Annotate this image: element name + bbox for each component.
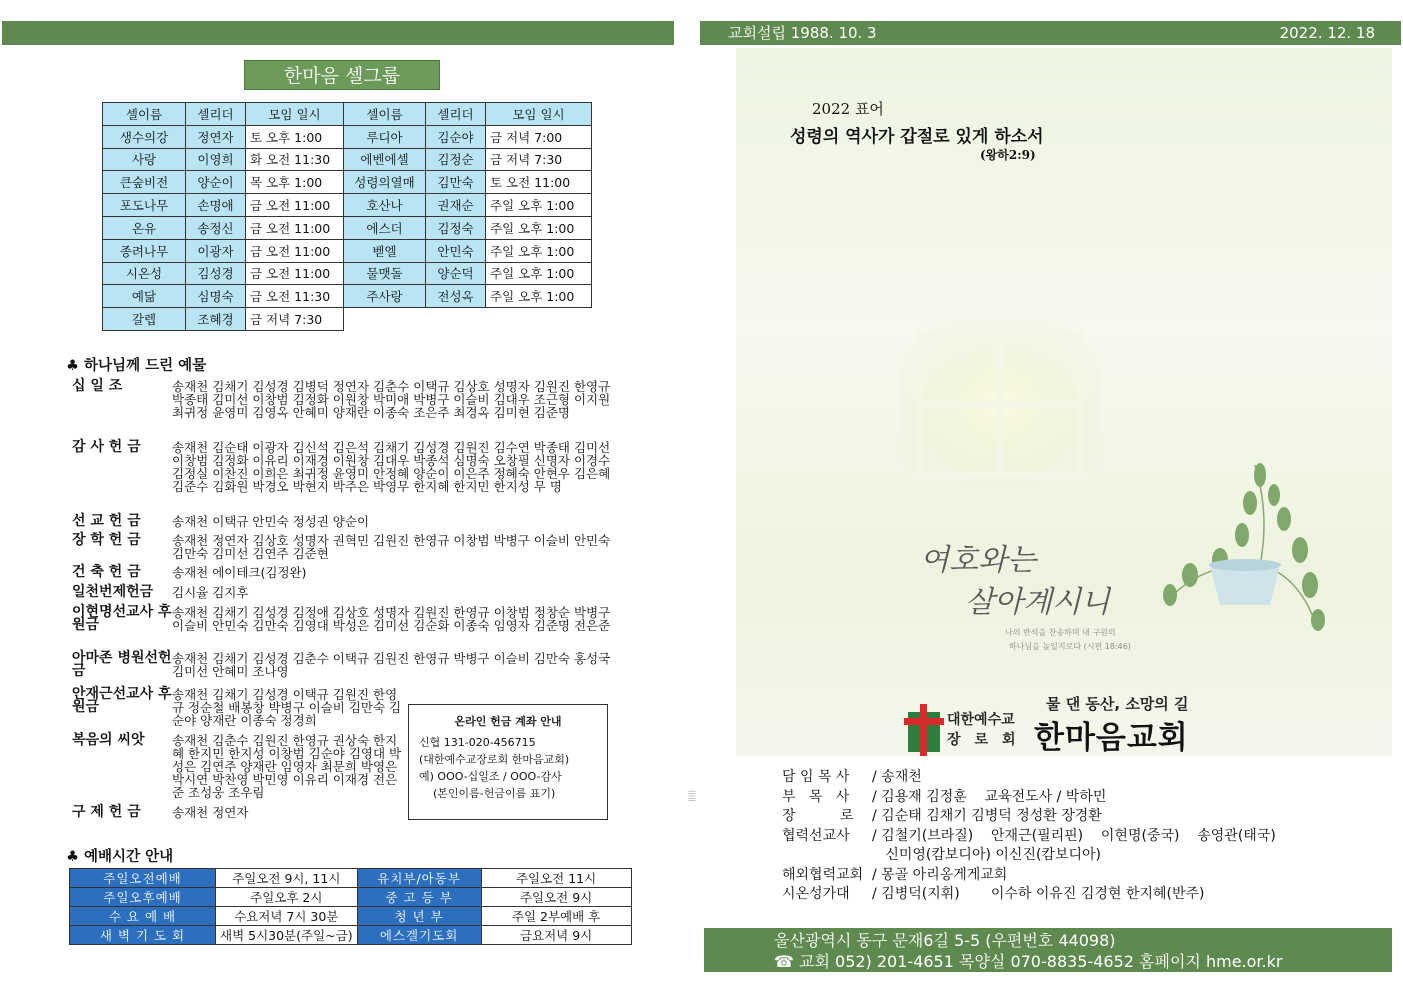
table-cell: 주일 오후 1:00 bbox=[486, 262, 592, 285]
table-row bbox=[103, 125, 592, 148]
table-cell: 금 오전 11:00 bbox=[246, 239, 344, 262]
table-cell: 금 오전 11:00 bbox=[246, 262, 344, 285]
online-line: 예) OOO-십일조 / OOO-감사 bbox=[419, 770, 562, 783]
worship-schedule-table bbox=[69, 868, 632, 945]
table-cell: 손명애 bbox=[186, 194, 246, 217]
table-cell: 금 오전 11:00 bbox=[246, 216, 344, 239]
address-bar bbox=[704, 928, 1392, 972]
table-cell: 금 저녁 7:30 bbox=[246, 308, 344, 331]
table-cell: 에스더 bbox=[344, 216, 426, 239]
table-cell: 이영희 bbox=[186, 148, 246, 171]
script-verse bbox=[920, 540, 1110, 624]
church-name: 한마음교회 bbox=[1034, 720, 1189, 756]
table-cell: 큰숲비전 bbox=[103, 171, 186, 194]
staff-role: 장 로 bbox=[782, 808, 854, 824]
table-cell: 김순야 bbox=[426, 125, 486, 148]
column-header: 셀리더 bbox=[426, 103, 486, 126]
table-cell: 예닮 bbox=[103, 285, 186, 308]
cell-group-table bbox=[102, 102, 592, 331]
worship-label: 에스겔기도회 bbox=[357, 926, 481, 945]
offering-names: 송재천 김춘수 김원진 한영규 권상숙 한지혜 한지민 한지성 이창범 김순야 김영대 박성은 김연주 양재란 임영자 최문희 박영은 박시연 박찬영 박민영 이유리 이재경 전은준 조성웅 조우림 bbox=[172, 733, 402, 800]
column-header: 셀리더 bbox=[186, 103, 246, 126]
offering-names: 송재천 김채기 김성경 김정애 김상호 성명자 김원진 한영규 이창범 정창순 박병구 이슬비 안민숙 김만숙 김영대 박성은 김미선 김순화 이종숙 임영자 김준명 전은준 bbox=[172, 605, 611, 633]
table-cell: 호산나 bbox=[344, 194, 426, 217]
small-verse-line: 하나님을 높일지로다 (시편 18:46) bbox=[1009, 642, 1131, 651]
staff-row bbox=[782, 846, 1276, 866]
offering-label: 건 축 헌 금 bbox=[72, 564, 141, 580]
table-cell: 주일 오후 1:00 bbox=[486, 285, 592, 308]
table-cell: 온유 bbox=[103, 216, 186, 239]
table-cell: 권재순 bbox=[426, 194, 486, 217]
table-cell: 김정숙 bbox=[426, 216, 486, 239]
online-line: 신협 131-020-456715 bbox=[419, 736, 536, 749]
church-slogan: 물 댄 동산, 소망의 길 bbox=[1046, 695, 1189, 713]
table-cell: 토 오전 11:00 bbox=[486, 171, 592, 194]
offering-row bbox=[72, 734, 402, 799]
offering-row bbox=[72, 606, 612, 632]
offering-names: 송재천 정연자 bbox=[172, 805, 249, 820]
offering-names: 송재천 김채기 김성경 김병덕 정연자 김춘수 이택규 김상호 성명자 김원진 한영규 박종태 김미선 이창범 김정화 이원창 박미애 박병구 이슬비 김대우 조근형 이지원 최귀정 윤영미 김영옥 안혜미 양재란 이종숙 조은주 최경옥 김미현 김준명 bbox=[172, 379, 611, 420]
table-cell: 시온성 bbox=[103, 262, 186, 285]
vertical-copyright-text: ||||| bbox=[688, 790, 696, 802]
established-date: 교회설립 1988. 10. 3 bbox=[728, 24, 877, 42]
motto-reference: (왕하2:9) bbox=[980, 148, 1036, 162]
staff-names: / 김용재 김정훈 교육전도사 / 박하민 bbox=[872, 788, 1107, 805]
offering-label: 선 교 헌 금 bbox=[72, 513, 141, 529]
offering-row bbox=[72, 688, 402, 727]
offering-row bbox=[72, 566, 612, 579]
table-cell: 안민숙 bbox=[426, 239, 486, 262]
staff-row bbox=[782, 885, 1276, 905]
column-header: 모임 일시 bbox=[246, 103, 344, 126]
offering-label: 장 학 헌 금 bbox=[72, 532, 141, 548]
table-row bbox=[103, 171, 592, 194]
worship-time: 주일오전 9시 bbox=[481, 888, 631, 907]
table-cell: 금 저녁 7:30 bbox=[486, 148, 592, 171]
denomination bbox=[947, 710, 1030, 750]
table-cell: 생수의강 bbox=[103, 125, 186, 148]
offering-label: 십 일 조 bbox=[72, 378, 123, 394]
table-cell: 양순덕 bbox=[426, 262, 486, 285]
worship-title: ♣ 예배시간 안내 bbox=[66, 849, 174, 865]
staff-row bbox=[782, 827, 1276, 847]
staff-role: 부 목 사 bbox=[782, 788, 850, 805]
offerings-title: ♣ 하나님께 드린 예물 bbox=[66, 358, 207, 374]
offering-label: 일천번제헌금 bbox=[72, 584, 154, 600]
cross-logo-icon bbox=[904, 704, 944, 756]
table-cell: 송정신 bbox=[186, 216, 246, 239]
table-cell: 성령의열매 bbox=[344, 171, 426, 194]
table-cell: 갈렙 bbox=[103, 308, 186, 331]
table-cell: 김성경 bbox=[186, 262, 246, 285]
staff-names: / 김철기(브라질) 안재근(필리핀) 이현명(중국) 송영관(태국) bbox=[872, 827, 1276, 844]
worship-time: 새벽 5시30분(주일~금) bbox=[216, 926, 358, 945]
online-line: (대한예수교장로회 한마음교회) bbox=[419, 753, 570, 766]
table-cell: 주일 오후 1:00 bbox=[486, 239, 592, 262]
table-cell: 금 오전 11:00 bbox=[246, 194, 344, 217]
table-cell: 정연자 bbox=[186, 125, 246, 148]
staff-role: 시온성가대 bbox=[782, 886, 850, 902]
offering-label: 감 사 헌 금 bbox=[72, 439, 141, 455]
table-row bbox=[103, 262, 592, 285]
table-cell: 벧엘 bbox=[344, 239, 426, 262]
table-cell: 전성옥 bbox=[426, 285, 486, 308]
script-line: 살아계시니 bbox=[965, 585, 1110, 620]
worship-label: 유치부/아동부 bbox=[357, 869, 481, 888]
column-header: 모임 일시 bbox=[486, 103, 592, 126]
staff-role bbox=[782, 846, 872, 866]
worship-row bbox=[70, 907, 632, 926]
table-cell: 금 오전 11:30 bbox=[246, 285, 344, 308]
table-cell: 화 오전 11:30 bbox=[246, 148, 344, 171]
worship-row bbox=[70, 926, 632, 945]
address-line: 울산광역시 동구 문재6길 5-5 (우편번호 44098) bbox=[774, 931, 1116, 950]
offering-names: 송재천 이택규 안민숙 정성권 양순이 bbox=[172, 514, 370, 529]
table-cell: 토 오후 1:00 bbox=[246, 125, 344, 148]
table-cell: 포도나무 bbox=[103, 194, 186, 217]
worship-time: 주일오전 11시 bbox=[481, 869, 631, 888]
table-cell: 주일 오후 1:00 bbox=[486, 216, 592, 239]
left-header-bar bbox=[2, 21, 674, 45]
table-cell: 이광자 bbox=[186, 239, 246, 262]
staff-row bbox=[782, 788, 1276, 808]
window-illustration bbox=[900, 320, 1100, 490]
offering-row bbox=[72, 534, 612, 560]
staff-role: 담 임 목 사 bbox=[782, 769, 850, 785]
table-row bbox=[103, 285, 592, 308]
offering-names: 송재천 에이테크(김정완) bbox=[172, 565, 307, 580]
table-row bbox=[103, 239, 592, 262]
motto-year: 2022 표어 bbox=[812, 100, 884, 118]
worship-time: 주일오전 9시, 11시 bbox=[216, 869, 358, 888]
column-header: 셀이름 bbox=[103, 103, 186, 126]
staff-list bbox=[782, 768, 1276, 905]
small-verse-line: 나의 반석을 찬송하며 내 구원의 bbox=[1005, 628, 1116, 637]
denomination-line: 장로회 bbox=[947, 732, 1030, 748]
table-row bbox=[103, 308, 592, 331]
staff-role: 해외협력교회 bbox=[782, 866, 864, 883]
staff-names: / 몽골 아리옹게게교회 bbox=[872, 866, 1008, 883]
offering-names: 송재천 김채기 김성경 이택규 김원진 한영규 정순철 배봉창 박병구 이슬비 김만숙 김순야 양재란 이종숙 정경희 bbox=[172, 687, 402, 728]
online-offering-box bbox=[408, 704, 608, 820]
table-cell: 주사랑 bbox=[344, 285, 426, 308]
table-header-row bbox=[103, 103, 592, 126]
table-cell bbox=[344, 308, 426, 331]
offering-row bbox=[72, 380, 612, 419]
offering-row bbox=[72, 652, 612, 678]
offering-row bbox=[72, 441, 612, 493]
staff-row bbox=[782, 768, 1276, 788]
plant-illustration bbox=[1150, 455, 1330, 655]
table-cell: 심명숙 bbox=[186, 285, 246, 308]
table-cell: 에벤에셀 bbox=[344, 148, 426, 171]
worship-label: 중 고 등 부 bbox=[357, 888, 481, 907]
contact-line: ☎ 교회 052) 201-4651 목양실 070-8835-4652 홈페이지 hme.or.kr bbox=[774, 952, 1283, 971]
table-cell: 사랑 bbox=[103, 148, 186, 171]
table-cell: 김만숙 bbox=[426, 171, 486, 194]
staff-row bbox=[782, 807, 1276, 827]
worship-row bbox=[70, 869, 632, 888]
staff-role: 협력선교사 bbox=[782, 827, 850, 844]
online-line: (본인이름-헌금이름 표기) bbox=[433, 787, 556, 800]
table-cell: 물맷돌 bbox=[344, 262, 426, 285]
worship-time: 수요저녁 7시 30분 bbox=[216, 907, 358, 926]
offering-label: 아마존 병원선헌금 bbox=[72, 650, 172, 679]
staff-names: / 김순태 김채기 김병덕 정성환 장경환 bbox=[872, 808, 1102, 824]
table-row bbox=[103, 194, 592, 217]
column-header: 셀이름 bbox=[344, 103, 426, 126]
staff-row bbox=[782, 866, 1276, 886]
offering-label: 안재근선교사 후원금 bbox=[72, 686, 172, 715]
offering-label: 복음의 씨앗 bbox=[72, 732, 145, 748]
offering-names: 김시율 김지후 bbox=[172, 585, 249, 600]
staff-names: / 송재천 bbox=[872, 769, 922, 785]
table-cell bbox=[486, 308, 592, 331]
offering-label: 이현명선교사 후원금 bbox=[72, 604, 172, 633]
staff-names: / 김병덕(지휘) 이수하 이유진 김경현 한지혜(반주) bbox=[872, 886, 1205, 902]
worship-label: 주일오후예배 bbox=[70, 888, 216, 907]
staff-names: 신미영(캄보디아) 이신진(캄보디아) bbox=[872, 847, 1101, 863]
table-cell: 양순이 bbox=[186, 171, 246, 194]
worship-time: 주일 2부예배 후 bbox=[481, 907, 631, 926]
worship-label: 새 벽 기 도 회 bbox=[70, 926, 216, 945]
offering-row bbox=[72, 515, 612, 528]
worship-label: 청 년 부 bbox=[357, 907, 481, 926]
table-cell: 목 오후 1:00 bbox=[246, 171, 344, 194]
worship-time: 금요저녁 9시 bbox=[481, 926, 631, 945]
bulletin-date: 2022. 12. 18 bbox=[1279, 24, 1375, 42]
small-verse bbox=[1005, 626, 1131, 654]
table-cell bbox=[426, 308, 486, 331]
offering-names: 송재천 정연자 김상호 성명자 권혁민 김원진 한영규 이창범 박병구 이슬비 안민숙 김만숙 김미선 김연주 김준현 bbox=[172, 533, 611, 561]
script-line: 여호와는 bbox=[920, 543, 1036, 578]
offering-names: 송재천 김순태 이광자 김신석 김은석 김채기 김성경 김원진 김수연 박종태 김미선 이창범 김정화 이유리 이재경 이원창 김대우 박종석 심명숙 오창필 신명자 이경수 김정실 이찬진 이희은 최귀정 윤영미 안정혜 양순이 이은주 정혜숙 안현우 김은혜 김준수 김화원 박경오 박현지 박주은 박영무 한지혜 한지민 한지성 무 명 bbox=[172, 440, 611, 494]
table-cell: 루디아 bbox=[344, 125, 426, 148]
worship-time: 주일오후 2시 bbox=[216, 888, 358, 907]
cell-group-title: 한마음 셀그룹 bbox=[244, 60, 440, 90]
table-row bbox=[103, 216, 592, 239]
offering-names: 송재천 김채기 김성경 김춘수 이택규 김원진 한영규 박병구 이슬비 김만숙 홍성국 김미선 안혜미 조나영 bbox=[172, 651, 611, 679]
table-row bbox=[103, 148, 592, 171]
right-header-bar bbox=[700, 21, 1401, 45]
offering-label: 구 제 헌 금 bbox=[72, 804, 141, 820]
table-cell: 주일 오후 1:00 bbox=[486, 194, 592, 217]
denomination-line: 대한예수교 bbox=[947, 712, 1015, 728]
table-cell: 김정순 bbox=[426, 148, 486, 171]
online-offering-title: 온라인 헌금 계좌 안내 bbox=[454, 715, 562, 728]
worship-label: 수 요 예 배 bbox=[70, 907, 216, 926]
offering-row bbox=[72, 586, 612, 599]
table-cell: 금 저녁 7:00 bbox=[486, 125, 592, 148]
worship-label: 주일오전예배 bbox=[70, 869, 216, 888]
worship-row bbox=[70, 888, 632, 907]
motto: 성령의 역사가 갑절로 있게 하소서 bbox=[790, 127, 1044, 147]
table-cell: 종려나무 bbox=[103, 239, 186, 262]
table-cell: 조혜경 bbox=[186, 308, 246, 331]
